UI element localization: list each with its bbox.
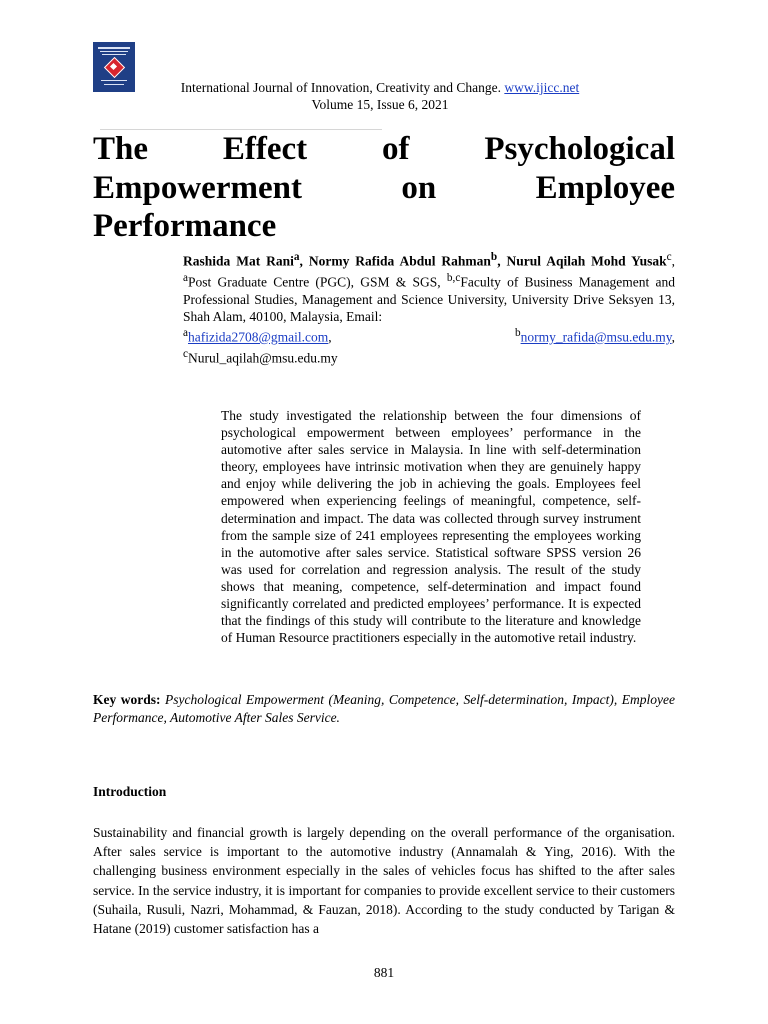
affiliation-a: Post Graduate Centre (PGC), GSM & SGS, bbox=[188, 274, 447, 290]
author-block bbox=[183, 249, 675, 367]
page-number: 881 bbox=[373, 965, 395, 980]
affiliation-bc: Faculty of Business Management and Professional Studies, Management and Science University, University Drive Seksyen 13, Shah Alam, 40100, Malaysia, Email: bbox=[183, 274, 675, 324]
author-1: Rashida Mat Rani bbox=[183, 253, 294, 269]
email-link-a[interactable]: hafizida2708@gmail.com bbox=[188, 329, 329, 345]
paper-title: The Effect of Psychological Empowerment on Employee Performance bbox=[93, 131, 675, 244]
journal-website-link[interactable]: www.ijicc.net bbox=[504, 80, 580, 95]
journal-name-line bbox=[140, 79, 620, 96]
volume-issue: Volume 15, Issue 6, 2021 bbox=[311, 97, 449, 112]
journal-logo bbox=[93, 42, 135, 92]
keywords bbox=[93, 691, 675, 726]
introduction-heading: Introduction bbox=[93, 784, 167, 799]
author-2: Normy Rafida Abdul Rahman bbox=[308, 253, 491, 269]
author-affiliations: Rashida Mat Rani$^a$, Normy Rafida Abdul Rahman$^b$, Nurul Aqilah Mohd Yusak$^c$, $^a$Post Graduate Centre (PGC), GSM & SGS, $^{b,c}$Faculty of Business Management and Professional Studies, Management and Science University, University Drive Seksyen 13, Shah Alam, 40100, Malaysia, Email: bbox=[183, 251, 675, 324]
journal-header bbox=[140, 79, 620, 113]
keywords-label: Key words: bbox=[93, 692, 166, 707]
introduction-paragraph: Sustainability and financial growth is largely depending on the overall performance of the organisation. After sales service is important to the automotive industry (Annamalah & Ying, 2016). With the challenging business environment especially in the sales of vehicles focus has shifted to the after sales service. In the service industry, it is important for companies to provide excellent service to their customers (Suhaila, Rusuli, Nazri, Mohammad, & Fauzan, 2018). According to the study conducted by Tarigan & Hatane (2019) customer satisfaction has a bbox=[93, 825, 675, 937]
email-line: $^a$hafizida2708@gmail.com, $^b$normy_rafida@msu.edu.my, bbox=[183, 327, 675, 345]
keywords-text: Psychological Empowerment (Meaning, Competence, Self-determination, Impact), Employee Performance, Automotive After Sales Service. bbox=[93, 692, 675, 725]
journal-name: International Journal of Innovation, Creativity and Change. bbox=[180, 80, 505, 95]
email-c: Nurul_aqilah@msu.edu.my bbox=[188, 350, 338, 366]
abstract: The study investigated the relationship between the four dimensions of psychological empowerment between employees’ performance in the automotive after sales service in Malaysia. In line with self-determination theory, employees have intrinsic motivation when they are genuinely happy and enjoy while delivering the job in achieving the goals. Employees feel empowered when experiencing feelings of meaningful, competence, self-determination and impact. The data was collected through survey instrument from the sample size of 241 employees representing the employees working in the automotive after sales service. Statistical software SPSS version 26 was used for correlation and regression analysis. The result of the study shows that meaning, competence, self-determination and impact found significantly correlated and predicted employees’ performance. It is expected that the findings of this study will contribute to the literature and knowledge of Human Resource practitioners especially in the automotive retail industry. bbox=[221, 408, 641, 646]
email-link-b[interactable]: normy_rafida@msu.edu.my bbox=[520, 329, 672, 345]
email-c-line: $^c$Nurul_aqilah@msu.edu.my bbox=[183, 347, 338, 366]
author-3: Nurul Aqilah Mohd Yusak bbox=[506, 253, 667, 269]
